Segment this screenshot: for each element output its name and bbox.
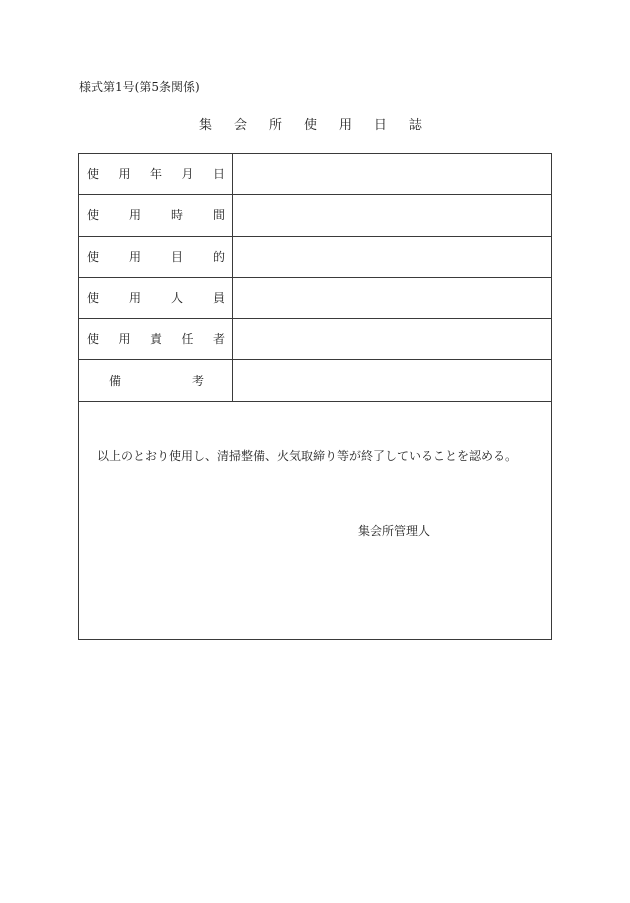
- responsible-person-value: [233, 319, 551, 359]
- confirmation-box: [79, 402, 551, 639]
- label-character: 者: [212, 332, 225, 347]
- manager-signature-label: 集会所管理人: [358, 523, 431, 538]
- usage-date-value: [233, 154, 551, 194]
- document-title: [199, 118, 431, 134]
- label-character: 考: [191, 373, 204, 388]
- usage-purpose-value: [233, 237, 551, 277]
- label-character: 使: [87, 167, 100, 182]
- label-character: 集: [199, 118, 213, 133]
- label-character: 使: [87, 332, 100, 347]
- label-character: 誌: [408, 118, 422, 133]
- label-character: 用: [128, 249, 141, 264]
- label-character: 間: [212, 208, 225, 223]
- label-character: 的: [212, 249, 225, 264]
- label-character: 使: [303, 118, 317, 133]
- remarks-label: [109, 374, 204, 388]
- usage-date-label-cell: [79, 154, 233, 194]
- label-character: 任: [181, 332, 194, 347]
- usage-date-label: [87, 167, 225, 181]
- remarks-value: [233, 360, 551, 400]
- label-character: 使: [87, 249, 100, 264]
- usage-purpose-label-cell: [79, 237, 233, 277]
- label-character: 使: [87, 291, 100, 306]
- usage-time-value: [233, 195, 551, 235]
- usage-purpose-row: [79, 237, 551, 278]
- confirmation-statement: 以上のとおり使用し、清掃整備、火気取締り等が終了していることを認める。: [97, 448, 518, 463]
- label-character: 使: [87, 208, 100, 223]
- remarks-label-cell: [79, 360, 233, 400]
- label-character: 用: [118, 167, 131, 182]
- usage-time-label-cell: [79, 195, 233, 235]
- label-character: 年: [149, 167, 162, 182]
- label-character: 用: [338, 118, 352, 133]
- usage-date-row: [79, 154, 551, 195]
- usage-log-table: [78, 153, 552, 640]
- usage-attendees-row: [79, 278, 551, 319]
- label-character: 時: [170, 208, 183, 223]
- label-character: 人: [170, 291, 183, 306]
- label-character: 所: [268, 118, 282, 133]
- label-character: 備: [109, 373, 122, 388]
- form-number-label: 様式第1号(第5条関係): [79, 80, 200, 94]
- label-character: 月: [181, 167, 194, 182]
- usage-purpose-label: [87, 250, 225, 264]
- usage-attendees-value: [233, 278, 551, 318]
- usage-attendees-label: [87, 291, 225, 305]
- usage-time-label: [87, 208, 225, 222]
- responsible-person-label: [87, 332, 225, 346]
- label-character: 会: [233, 118, 247, 133]
- label-character: 用: [128, 208, 141, 223]
- label-character: 日: [212, 167, 225, 182]
- remarks-row: [79, 360, 551, 401]
- label-character: 用: [128, 291, 141, 306]
- label-character: 目: [170, 249, 183, 264]
- label-character: 責: [149, 332, 162, 347]
- usage-attendees-label-cell: [79, 278, 233, 318]
- usage-time-row: [79, 195, 551, 236]
- label-character: 員: [212, 291, 225, 306]
- responsible-person-label-cell: [79, 319, 233, 359]
- label-character: 用: [118, 332, 131, 347]
- label-character: 日: [373, 118, 387, 133]
- document-title-text: [199, 118, 422, 134]
- responsible-person-row: [79, 319, 551, 360]
